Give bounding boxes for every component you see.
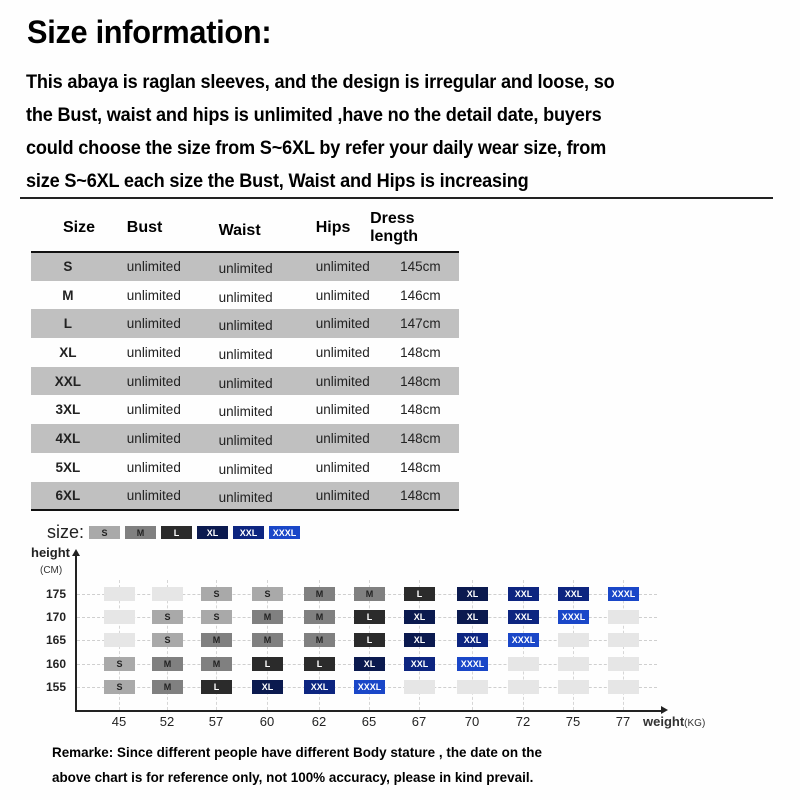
size-cell-m: M: [152, 657, 183, 671]
size-table: [31, 205, 459, 511]
size-cell-s: S: [201, 610, 232, 624]
size-cell-l: L: [354, 633, 385, 647]
x-tick-label: 75: [565, 714, 581, 729]
size-cell-l: L: [354, 610, 385, 624]
y-axis-label: height: [31, 545, 70, 560]
bust-cell: unlimited: [105, 482, 189, 511]
hips-cell: unlimited: [315, 459, 370, 475]
size-cell-xxxl: XXXL: [608, 587, 639, 601]
length-cell: 148cm: [370, 424, 459, 453]
table-row: [31, 367, 459, 396]
waist-cell: unlimited: [189, 482, 284, 511]
x-tick-label: 45: [111, 714, 127, 729]
size-cell-l: L: [304, 657, 335, 671]
size-cell: M: [62, 287, 74, 303]
size-cell-xxl: XXL: [558, 587, 589, 601]
size-cell-xxxl: XXXL: [457, 657, 488, 671]
size-cell-m: M: [304, 587, 335, 601]
x-axis-label-text: weight: [643, 714, 685, 729]
length-cell: 148cm: [370, 367, 459, 396]
size-cell: L: [31, 309, 105, 338]
size-cell: 3XL: [55, 402, 81, 418]
size-cell-xl: XL: [457, 610, 488, 624]
x-axis-label: [643, 714, 705, 729]
y-tick-label: 165: [45, 633, 66, 647]
legend-chip-s: S: [89, 526, 120, 539]
size-cell-m: M: [152, 680, 183, 694]
header-size: Size: [31, 205, 105, 252]
size-cell-m: M: [201, 657, 232, 671]
y-tick-label: 175: [45, 587, 66, 601]
intro-line: This abaya is raglan sleeves, and the design is irregular and loose, so: [26, 71, 615, 93]
size-cell: S: [31, 252, 105, 281]
x-tick-label: 70: [464, 714, 480, 729]
size-cell: 4XL: [31, 424, 105, 453]
intro-line: the Bust, waist and hips is unlimited ,have no the detail date, buyers: [26, 104, 602, 126]
size-cell-m: M: [354, 587, 385, 601]
length-cell: 148cm: [400, 344, 441, 360]
size-cell-xxxl: XXXL: [354, 680, 385, 694]
bust-cell: unlimited: [105, 309, 189, 338]
hips-cell: unlimited: [284, 367, 370, 396]
size-cell: 5XL: [55, 459, 81, 475]
empty-cell: [152, 587, 183, 601]
size-cell-l: L: [404, 587, 435, 601]
table-row: [31, 338, 459, 367]
hips-cell: unlimited: [284, 424, 370, 453]
size-cell-xxl: XXL: [508, 610, 539, 624]
size-cell-xxxl: XXXL: [558, 610, 589, 624]
x-tick-label: 62: [311, 714, 327, 729]
divider-line: [20, 197, 773, 199]
size-cell-xxxl: XXXL: [508, 633, 539, 647]
empty-cell: [558, 680, 589, 694]
legend-chip-l: L: [161, 526, 192, 539]
size-cell-m: M: [304, 610, 335, 624]
hips-cell: unlimited: [284, 309, 370, 338]
x-tick-label: 52: [159, 714, 175, 729]
x-axis: [75, 710, 663, 712]
empty-cell: [104, 633, 135, 647]
size-cell-s: S: [152, 610, 183, 624]
length-cell: 148cm: [400, 402, 441, 418]
empty-cell: [558, 633, 589, 647]
header-dress-length: Dress length: [370, 205, 459, 252]
empty-cell: [104, 610, 135, 624]
empty-cell: [608, 633, 639, 647]
table-row: [31, 482, 459, 511]
size-cell-xxl: XXL: [404, 657, 435, 671]
table-row: [31, 424, 459, 453]
size-cell-s: S: [201, 587, 232, 601]
length-cell: 148cm: [400, 459, 441, 475]
hips-cell: unlimited: [315, 287, 370, 303]
table-header-row: [31, 205, 459, 252]
waist-cell: unlimited: [218, 289, 273, 305]
bust-cell: unlimited: [126, 287, 181, 303]
legend-chip-xxl: XXL: [233, 526, 264, 539]
size-cell-m: M: [252, 610, 283, 624]
legend-label: size:: [47, 522, 85, 542]
length-cell: 145cm: [370, 252, 459, 281]
bust-cell: unlimited: [105, 424, 189, 453]
waist-cell: unlimited: [189, 424, 284, 453]
size-cell-m: M: [252, 633, 283, 647]
legend-chip-xxxl: XXXL: [269, 526, 300, 539]
waist-cell: unlimited: [218, 346, 273, 362]
bust-cell: unlimited: [126, 402, 181, 418]
page-title: Size information:: [27, 14, 272, 50]
size-cell-s: S: [104, 657, 135, 671]
empty-cell: [608, 610, 639, 624]
y-tick-label: 155: [45, 680, 66, 694]
legend-chips: [89, 526, 305, 539]
size-cell-xl: XL: [354, 657, 385, 671]
bust-cell: unlimited: [126, 459, 181, 475]
size-cell-xxl: XXL: [457, 633, 488, 647]
hips-cell: unlimited: [315, 344, 370, 360]
x-tick-label: 77: [615, 714, 631, 729]
x-tick-label: 60: [259, 714, 275, 729]
waist-cell: unlimited: [189, 309, 284, 338]
empty-cell: [508, 680, 539, 694]
hips-cell: unlimited: [315, 402, 370, 418]
size-cell-s: S: [252, 587, 283, 601]
header-bust: Bust: [105, 205, 189, 252]
table-row: [31, 252, 459, 281]
waist-cell: unlimited: [218, 461, 273, 477]
remark-note: [52, 740, 562, 790]
bust-cell: unlimited: [126, 344, 181, 360]
table-row: [31, 453, 459, 482]
header-waist: Waist: [189, 205, 284, 252]
y-tick-label: 160: [45, 657, 66, 671]
length-cell: 146cm: [400, 287, 441, 303]
waist-cell: unlimited: [189, 252, 284, 281]
empty-cell: [404, 680, 435, 694]
waist-cell: unlimited: [189, 367, 284, 396]
length-cell: 147cm: [370, 309, 459, 338]
x-axis-arrow-icon: [661, 706, 668, 714]
table-row: [31, 309, 459, 338]
waist-cell: unlimited: [218, 404, 273, 420]
x-tick-label: 57: [208, 714, 224, 729]
intro-line: size S~6XL each size the Bust, Waist and Hips is increasing: [26, 170, 529, 192]
table-row: [31, 395, 459, 424]
size-cell: XL: [59, 344, 77, 360]
bust-cell: unlimited: [105, 252, 189, 281]
x-tick-label: 67: [411, 714, 427, 729]
x-axis-unit: (KG): [684, 718, 706, 729]
size-cell-xxl: XXL: [304, 680, 335, 694]
size-cell-xl: XL: [457, 587, 488, 601]
length-cell: 148cm: [370, 482, 459, 511]
empty-cell: [104, 587, 135, 601]
x-tick-label: 72: [515, 714, 531, 729]
size-cell-m: M: [304, 633, 335, 647]
legend-chip-xl: XL: [197, 526, 228, 539]
size-cell-l: L: [201, 680, 232, 694]
bust-cell: unlimited: [105, 367, 189, 396]
size-cell-xl: XL: [404, 633, 435, 647]
size-legend: [47, 522, 305, 543]
empty-cell: [457, 680, 488, 694]
empty-cell: [608, 680, 639, 694]
size-cell-xl: XL: [404, 610, 435, 624]
size-cell-l: L: [252, 657, 283, 671]
hips-cell: unlimited: [284, 482, 370, 511]
size-cell: 6XL: [31, 482, 105, 511]
table-row: [31, 281, 459, 310]
y-axis-unit: (CM): [40, 565, 63, 576]
size-cell-s: S: [152, 633, 183, 647]
intro-paragraph: [26, 66, 786, 198]
x-tick-label: 65: [361, 714, 377, 729]
remark-line: Remarke: Since different people have different Body stature , the date on the: [52, 744, 542, 760]
legend-chip-m: M: [125, 526, 156, 539]
remark-line: above chart is for reference only, not 100% accuracy, please in kind prevail.: [52, 769, 534, 785]
size-cell-xxl: XXL: [508, 587, 539, 601]
intro-line: could choose the size from S~6XL by refer your daily wear size, from: [26, 137, 607, 159]
y-axis: [75, 554, 77, 712]
y-tick-label: 170: [45, 610, 66, 624]
size-cell: XXL: [31, 367, 105, 396]
size-cell-xl: XL: [252, 680, 283, 694]
empty-cell: [558, 657, 589, 671]
header-hips: Hips: [284, 205, 370, 252]
size-cell-s: S: [104, 680, 135, 694]
empty-cell: [608, 657, 639, 671]
empty-cell: [508, 657, 539, 671]
size-cell-m: M: [201, 633, 232, 647]
hips-cell: unlimited: [284, 252, 370, 281]
